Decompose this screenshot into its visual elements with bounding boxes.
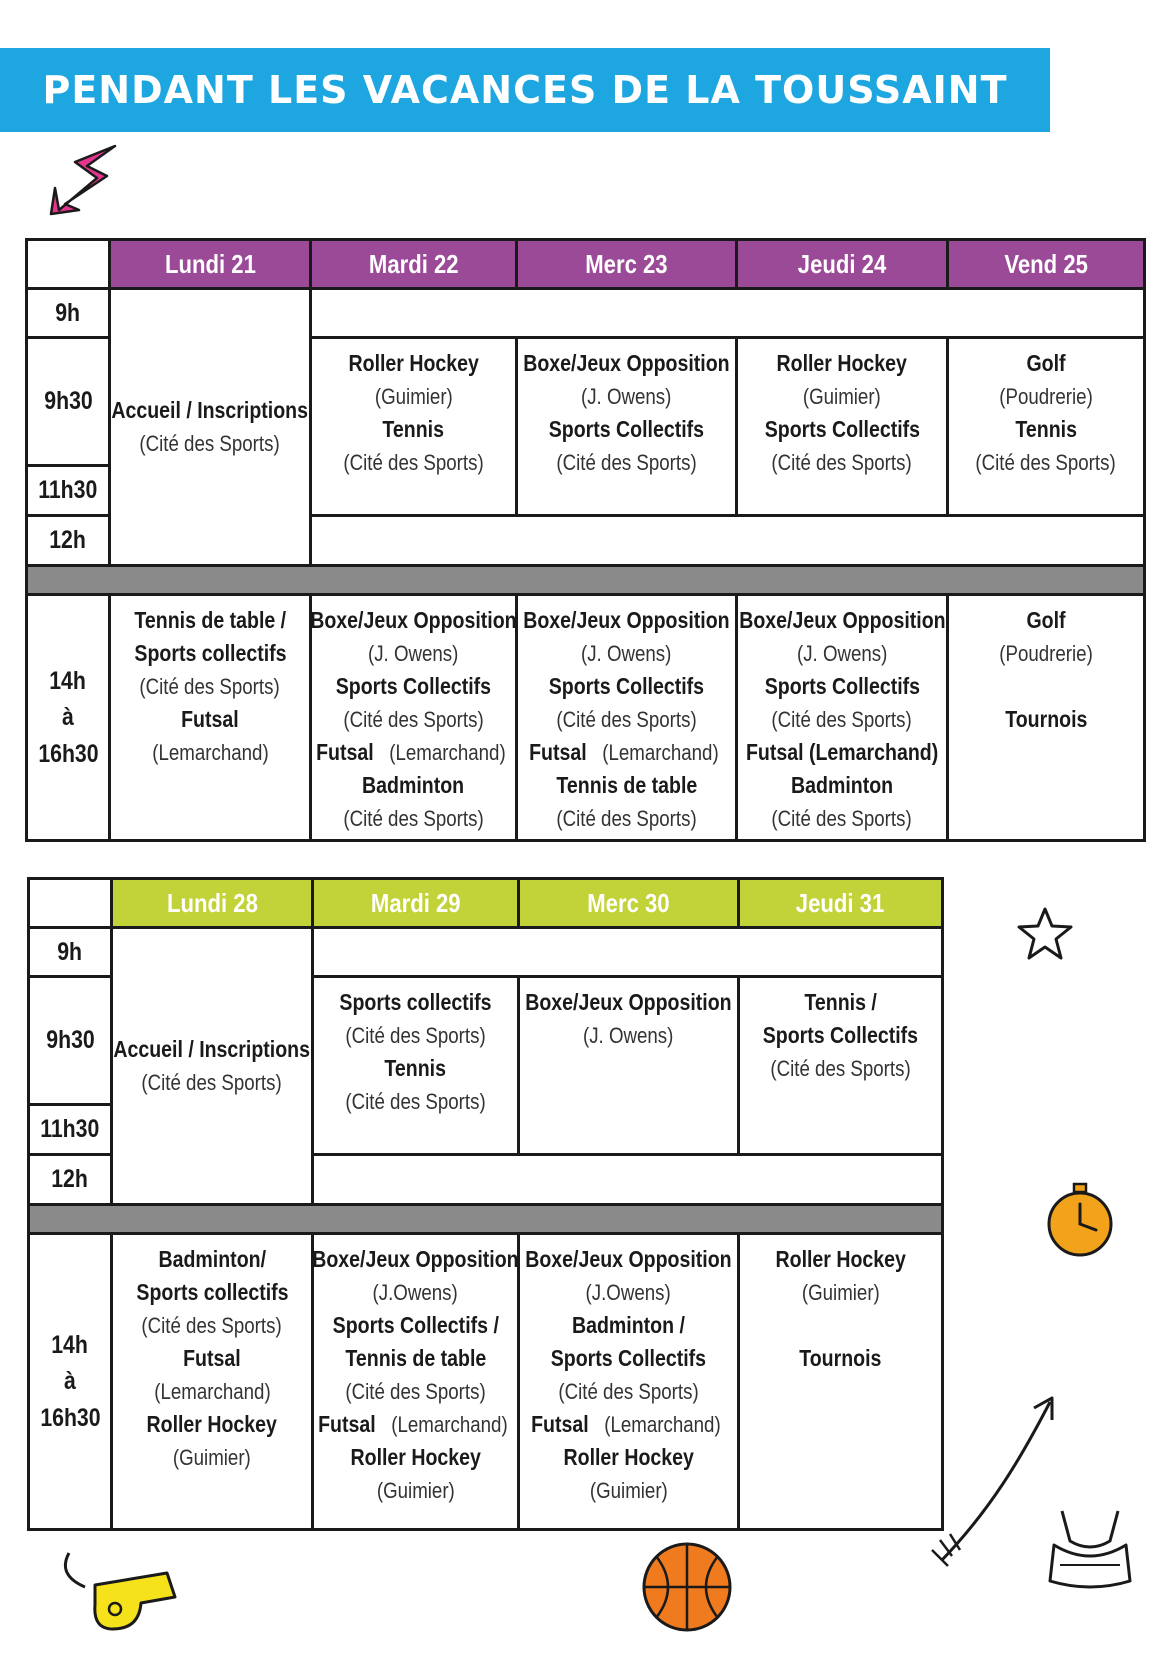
activity-name: Sports Collectifs	[764, 416, 920, 442]
activity-line	[552, 1441, 705, 1474]
empty-slot	[314, 929, 941, 975]
time-cell	[30, 929, 110, 975]
empty-slot	[312, 290, 1143, 336]
activity-line	[507, 1243, 750, 1276]
day-label: Mardi 22	[368, 248, 459, 279]
activity-name: Roller Hockey	[776, 350, 908, 376]
activity-line	[765, 347, 918, 380]
activity-line	[795, 1276, 887, 1309]
lunch-separator	[30, 1206, 941, 1232]
activity-stack	[991, 604, 1101, 736]
activity-line	[127, 670, 292, 703]
activity-place: (Guimier)	[589, 1478, 668, 1503]
activity-line	[1023, 604, 1069, 637]
corner-cell	[30, 880, 110, 926]
activity-name: Roller Hockey	[563, 1444, 694, 1470]
activity-stack	[963, 347, 1128, 479]
activity-place: (Cité des Sports)	[556, 806, 697, 831]
activity-line	[322, 670, 505, 703]
activity-place: (Cité des Sports)	[343, 450, 484, 475]
activity-name: Boxe/Jeux Opposition	[310, 607, 517, 633]
activity-name: Tennis /	[804, 989, 877, 1015]
monday-morning-cell	[111, 290, 309, 564]
activity-place: (Lemarchand)	[602, 740, 719, 765]
stopwatch-icon	[1040, 1180, 1120, 1260]
activity-line	[326, 986, 505, 1019]
page-title: PENDANT LES VACANCES DE LA TOUSSAINT	[42, 68, 1008, 112]
activity-name: Roller Hockey	[348, 350, 479, 376]
activity-line	[562, 1309, 695, 1342]
time-cell	[28, 339, 108, 464]
activity-name: Tennis de table	[556, 772, 697, 798]
activity-line	[583, 1474, 675, 1507]
activity-line	[544, 769, 710, 802]
lunch-separator	[28, 567, 1143, 593]
activity-line	[176, 703, 244, 736]
activity-place: (Poudrerie)	[999, 384, 1093, 409]
activity-line	[368, 380, 460, 413]
activity-stack	[505, 347, 748, 479]
activity-place: (Guimier)	[803, 384, 881, 409]
activity-line	[721, 604, 964, 637]
activity-line	[759, 802, 924, 835]
activity-line	[333, 1019, 498, 1052]
activity-name: Boxe/Jeux Opposition	[312, 1246, 519, 1272]
activity-name: Sports collectifs	[339, 989, 492, 1015]
corner-cell	[28, 241, 108, 287]
activity-name: Futsal	[316, 739, 374, 765]
activity-line	[178, 1342, 246, 1375]
activity-name: Tennis de table	[345, 1345, 486, 1371]
activity-name: Boxe/Jeux Opposition	[738, 607, 946, 633]
activity-name: Roller Hockey	[775, 1246, 906, 1272]
week1-schedule-table	[25, 238, 1146, 842]
activity-line	[360, 637, 466, 670]
activity-name: Sports Collectifs	[762, 1022, 919, 1048]
empty-slot	[314, 1156, 941, 1203]
activity-place: (Cité des Sports)	[975, 450, 1117, 475]
activity-line	[313, 1408, 518, 1441]
activity-place: (J. Owens)	[796, 641, 888, 666]
activity-name: Boxe/Jeux Opposition	[523, 350, 730, 376]
activity-line	[1010, 413, 1082, 446]
activity-cell	[738, 339, 946, 514]
activity-stack	[121, 604, 300, 769]
activity-cell	[738, 596, 946, 839]
activity-name: Tournois	[799, 1345, 882, 1371]
activity-line	[121, 637, 300, 670]
activity-place: (J.Owens)	[585, 1280, 672, 1305]
activity-name: Boxe/Jeux Opposition	[525, 1246, 732, 1272]
activity-stack	[505, 604, 748, 835]
activity-place: (Cité des Sports)	[345, 1089, 486, 1114]
activity-line	[524, 736, 729, 769]
activity-name: Sports Collectifs	[550, 1345, 707, 1371]
activity-name: Sports collectifs	[133, 640, 287, 666]
activity-stack	[123, 1243, 302, 1474]
activity-place: (Cité des Sports)	[771, 707, 913, 732]
activity-cell	[518, 596, 735, 839]
activity-name: Futsal	[183, 1345, 241, 1371]
activity-name: Sports collectifs	[135, 1279, 289, 1305]
activity-place: (Cité des Sports)	[771, 806, 913, 831]
activity-stack	[507, 1243, 750, 1507]
activity-place: (Cité des Sports)	[139, 674, 281, 699]
day-header	[113, 880, 311, 926]
activity-stack	[507, 986, 750, 1052]
activity-line	[331, 703, 496, 736]
activity-name: Sports Collectifs	[764, 673, 920, 699]
activity-line	[507, 986, 750, 1019]
activity-name: Futsal (Lemarchand)	[745, 739, 939, 765]
activity-name: Roller Hockey	[146, 1411, 278, 1437]
activity-line	[537, 1342, 720, 1375]
activity-place: (Cité des Sports)	[141, 1313, 283, 1338]
activity-line	[792, 1342, 889, 1375]
activity-place: (Poudrerie)	[999, 641, 1093, 666]
activity-stack	[292, 604, 535, 835]
activity-line	[751, 670, 934, 703]
activity-name: Accueil / Inscriptions	[113, 1036, 311, 1062]
activity-name: Sports Collectifs	[335, 673, 492, 699]
activity-line	[365, 1276, 465, 1309]
activity-line	[166, 1441, 258, 1474]
time-label: 16h30	[37, 739, 99, 768]
activity-name: Badminton /	[572, 1312, 685, 1338]
day-label: Mardi 29	[370, 887, 461, 918]
activity-line	[991, 380, 1101, 413]
activity-line	[764, 1243, 917, 1276]
day-header	[740, 880, 941, 926]
activity-place: (Lemarchand)	[389, 740, 506, 765]
activity-line	[759, 703, 924, 736]
activity-line	[135, 1408, 288, 1441]
activity-cell	[113, 1235, 311, 1528]
activity-name: Tennis	[384, 1055, 447, 1081]
activity-line	[749, 1019, 932, 1052]
activity-place: (J. Owens)	[581, 384, 672, 409]
time-label: 12h	[49, 526, 87, 554]
activity-name: Accueil / Inscriptions	[111, 397, 309, 423]
activity-place: (Cité des Sports)	[343, 707, 484, 732]
activity-line	[573, 380, 679, 413]
whistle-icon	[55, 1545, 185, 1635]
activity-place: (J.Owens)	[372, 1280, 459, 1305]
page-banner	[0, 48, 1050, 132]
activity-stack	[764, 1243, 917, 1375]
activity-line	[544, 703, 709, 736]
activity-place: (Guimier)	[376, 1478, 455, 1503]
activity-place: (J. Owens)	[581, 641, 672, 666]
activity-line	[123, 1276, 302, 1309]
activity-line	[526, 1408, 731, 1441]
activity-place: (Cité des Sports)	[141, 1070, 283, 1095]
monday-morning-cell	[113, 929, 311, 1203]
time-label: 9h	[57, 937, 83, 966]
time-label: 11h30	[38, 476, 98, 504]
activity-line	[782, 769, 902, 802]
day-label: Vend 25	[1004, 248, 1088, 279]
activity-name: Badminton	[790, 772, 894, 798]
activity-name: Futsal	[181, 706, 239, 732]
activity-line	[142, 736, 279, 769]
activity-line	[544, 802, 709, 835]
activity-name: Sports Collectifs /	[332, 1312, 499, 1338]
activity-cell	[312, 596, 515, 839]
activity-cell	[740, 978, 941, 1153]
day-header	[312, 241, 515, 287]
activity-cell	[111, 596, 309, 839]
time-cell	[28, 290, 108, 336]
time-label: 9h30	[43, 387, 93, 415]
day-label: Jeudi 24	[797, 248, 887, 279]
day-label: Lundi 21	[164, 248, 256, 279]
time-cell	[28, 517, 108, 564]
activity-name: Boxe/Jeux Opposition	[523, 607, 730, 633]
activity-line	[333, 1375, 498, 1408]
time-label: 12h	[51, 1165, 89, 1193]
day-header	[520, 880, 737, 926]
activity-line	[333, 1085, 498, 1118]
activity-place: (Cité des Sports)	[770, 1056, 911, 1081]
time-label: à	[64, 1367, 76, 1396]
time-label: 16h30	[39, 1403, 101, 1432]
day-label: Jeudi 31	[796, 887, 885, 918]
activity-line	[998, 703, 1095, 736]
day-label: Merc 30	[587, 887, 670, 918]
activity-place: (J. Owens)	[368, 641, 459, 666]
activity-place: (Cité des Sports)	[345, 1023, 486, 1048]
activity-cell	[520, 1235, 737, 1528]
day-header	[518, 241, 735, 287]
activity-place: (Guimier)	[801, 1280, 880, 1305]
activity-cell	[312, 339, 515, 514]
activity-line	[505, 347, 748, 380]
time-label: 11h30	[40, 1115, 100, 1143]
activity-place: (Guimier)	[374, 384, 453, 409]
activity-stack	[331, 347, 496, 479]
activity-name: Sports Collectifs	[548, 416, 705, 442]
activity-name: Tennis	[1015, 416, 1077, 442]
activity-place: (Lemarchand)	[153, 1379, 271, 1404]
activity-line	[751, 413, 934, 446]
activity-place: (Lemarchand)	[151, 740, 269, 765]
star-icon	[1015, 905, 1075, 963]
activity-name: Badminton/	[158, 1246, 266, 1272]
week2-schedule-table	[27, 877, 944, 1531]
activity-line	[379, 1052, 451, 1085]
activity-line	[370, 1474, 462, 1507]
day-label: Lundi 28	[166, 887, 258, 918]
activity-line	[1023, 347, 1069, 380]
activity-stack	[294, 1243, 537, 1507]
activity-cell	[518, 339, 735, 514]
activity-name: Futsal	[529, 739, 587, 765]
activity-line	[121, 604, 300, 637]
activity-place: (Cité des Sports)	[771, 450, 913, 475]
activity-place: (Cité des Sports)	[343, 806, 484, 831]
day-header	[111, 241, 309, 287]
time-cell	[30, 1235, 110, 1528]
activity-line	[544, 446, 709, 479]
activity-line	[758, 1052, 923, 1085]
activity-place: (J. Owens)	[583, 1023, 674, 1048]
sports-bra-icon	[1040, 1505, 1140, 1595]
activity-name: Boxe/Jeux Opposition	[525, 989, 732, 1015]
activity-line	[339, 1441, 492, 1474]
activity-stack	[749, 986, 932, 1085]
activity-cell	[520, 978, 737, 1153]
activity-line	[578, 1276, 678, 1309]
activity-line	[333, 1342, 499, 1375]
activity-line	[798, 986, 883, 1019]
basketball-icon	[640, 1540, 735, 1635]
day-header	[949, 241, 1143, 287]
activity-line	[331, 446, 496, 479]
activity-name: Golf	[1026, 350, 1066, 376]
activity-name: Tennis de table /	[134, 607, 286, 633]
activity-line	[535, 413, 718, 446]
activity-place: (Lemarchand)	[391, 1412, 508, 1437]
activity-place: (Cité des Sports)	[345, 1379, 486, 1404]
activity-line	[796, 380, 888, 413]
activity-stack	[751, 347, 934, 479]
activity-name: Sports Collectifs	[548, 673, 705, 699]
time-cell	[28, 596, 108, 839]
activity-line	[546, 1375, 711, 1408]
activity-name: Roller Hockey	[350, 1444, 481, 1470]
activity-place: (Cité des Sports)	[558, 1379, 699, 1404]
activity-line	[144, 1375, 281, 1408]
activity-line	[294, 1243, 537, 1276]
activity-line	[505, 604, 748, 637]
time-cell	[30, 1106, 110, 1153]
activity-place: (Cité des Sports)	[556, 450, 697, 475]
empty-slot	[312, 517, 1143, 564]
activity-cell	[314, 1235, 517, 1528]
activity-line	[292, 604, 535, 637]
activity-line	[991, 637, 1101, 670]
day-header	[314, 880, 517, 926]
activity-cell	[740, 1235, 941, 1528]
activity-cell	[949, 339, 1143, 514]
time-label: 14h	[49, 667, 87, 696]
pink-arrow-icon	[45, 140, 125, 220]
activity-line	[963, 446, 1128, 479]
activity-line	[129, 1309, 294, 1342]
activity-line	[789, 637, 895, 670]
activity-stack	[326, 986, 505, 1118]
activity-name: Futsal	[318, 1411, 376, 1437]
activity-line	[149, 1243, 276, 1276]
time-label: 9h30	[45, 1026, 95, 1054]
activity-line	[331, 802, 496, 835]
day-label: Merc 23	[585, 248, 668, 279]
activity-line	[573, 637, 679, 670]
time-cell	[30, 978, 110, 1103]
activity-stack	[721, 604, 964, 835]
time-label: 14h	[51, 1331, 89, 1360]
activity-name: Golf	[1026, 607, 1066, 633]
day-header	[738, 241, 946, 287]
activity-place: (Lemarchand)	[604, 1412, 721, 1437]
activity-line	[337, 347, 490, 380]
activity-name: Tennis	[382, 416, 445, 442]
activity-line	[318, 1309, 514, 1342]
activity-place: (Guimier)	[173, 1445, 251, 1470]
activity-line	[729, 736, 955, 769]
activity-line	[377, 413, 449, 446]
activity-line	[535, 670, 718, 703]
time-label: 9h	[55, 298, 81, 327]
activity-name: Badminton	[362, 772, 465, 798]
activity-cell	[949, 596, 1143, 839]
time-cell	[30, 1156, 110, 1203]
time-label: à	[62, 703, 74, 732]
activity-place: (Cité des Sports)	[556, 707, 697, 732]
activity-name: Tournois	[1004, 706, 1088, 732]
activity-place: (Cité des Sports)	[139, 431, 281, 456]
activity-cell	[314, 978, 517, 1153]
activity-line	[575, 1019, 681, 1052]
activity-name: Futsal	[531, 1411, 589, 1437]
activity-line	[759, 446, 924, 479]
activity-line	[353, 769, 473, 802]
activity-line	[311, 736, 516, 769]
time-cell	[28, 467, 108, 514]
